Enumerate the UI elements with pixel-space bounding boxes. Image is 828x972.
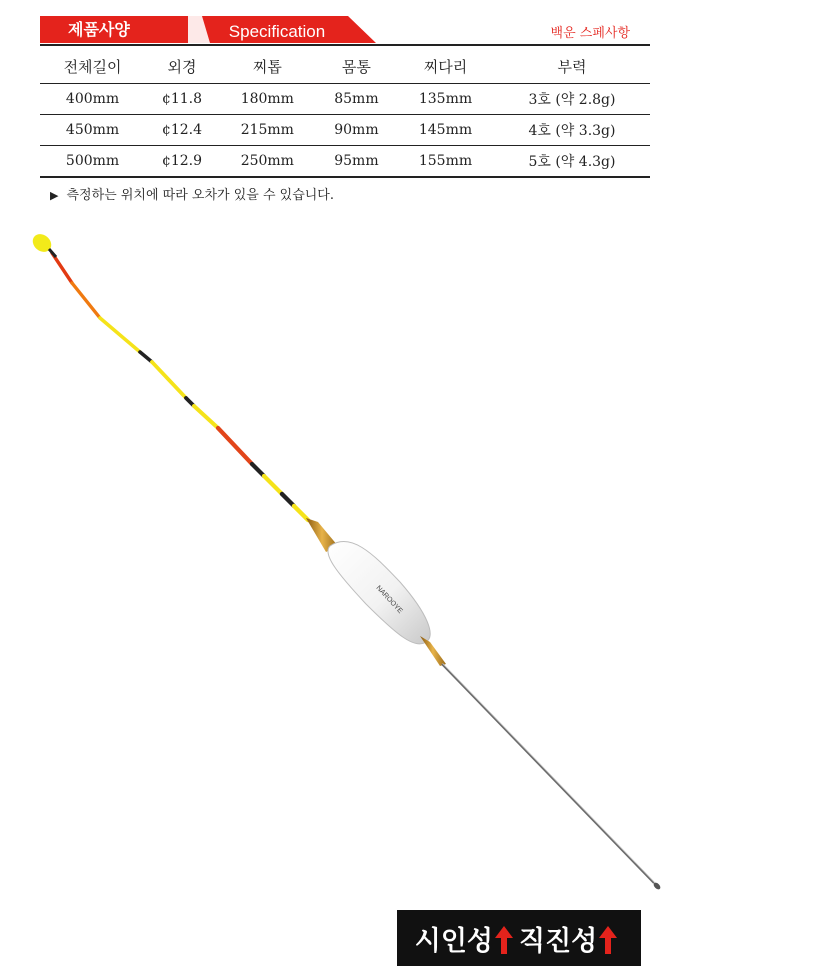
up-arrow-icon: [599, 926, 617, 954]
cell-body: 85mm: [316, 84, 397, 115]
cell-buoyancy: 3호 (약 2.8g): [494, 84, 650, 115]
cell-body: 90mm: [316, 115, 397, 146]
cell-buoyancy: 4호 (약 3.3g): [494, 115, 650, 146]
cell-diameter: ¢12.9: [145, 146, 219, 178]
cell-length: 450mm: [40, 115, 145, 146]
lower-collar: [420, 636, 446, 666]
col-buoyancy: 부력: [494, 49, 650, 84]
cell-stem: 135mm: [397, 84, 494, 115]
badge-straightness: 직진성: [519, 925, 598, 957]
cell-stem: 155mm: [397, 146, 494, 178]
title-english: Specification: [228, 22, 326, 41]
cell-diameter: ¢12.4: [145, 115, 219, 146]
cell-top: 180mm: [219, 84, 316, 115]
title-korean: 제품사양: [40, 16, 188, 43]
col-top: 찌톱: [219, 49, 316, 84]
triangle-bullet-icon: ▶: [50, 189, 59, 202]
note-text: 측정하는 위치에 따라 오차가 있을 수 있습니다.: [66, 188, 334, 203]
cell-body: 95mm: [316, 146, 397, 178]
header-note: 백운 스페사항: [550, 26, 630, 41]
cell-top: 215mm: [219, 115, 316, 146]
cell-diameter: ¢11.8: [145, 84, 219, 115]
cell-stem: 145mm: [397, 115, 494, 146]
col-total-length: 전체길이: [40, 49, 145, 84]
float-top-antenna: [52, 253, 308, 520]
float-logo: NAROOYE: [374, 584, 404, 615]
cell-buoyancy: 5호 (약 4.3g): [494, 146, 650, 178]
cell-length: 500mm: [40, 146, 145, 178]
feature-badge: [397, 910, 641, 966]
badge-visibility: 시인성: [414, 925, 493, 957]
col-stem: 찌다리: [397, 49, 494, 84]
cell-top: 250mm: [219, 146, 316, 178]
float-stem: [442, 664, 654, 883]
col-body: 몸통: [316, 49, 397, 84]
col-diameter: 외경: [145, 49, 219, 84]
up-arrow-icon: [495, 926, 513, 954]
cell-length: 400mm: [40, 84, 145, 115]
